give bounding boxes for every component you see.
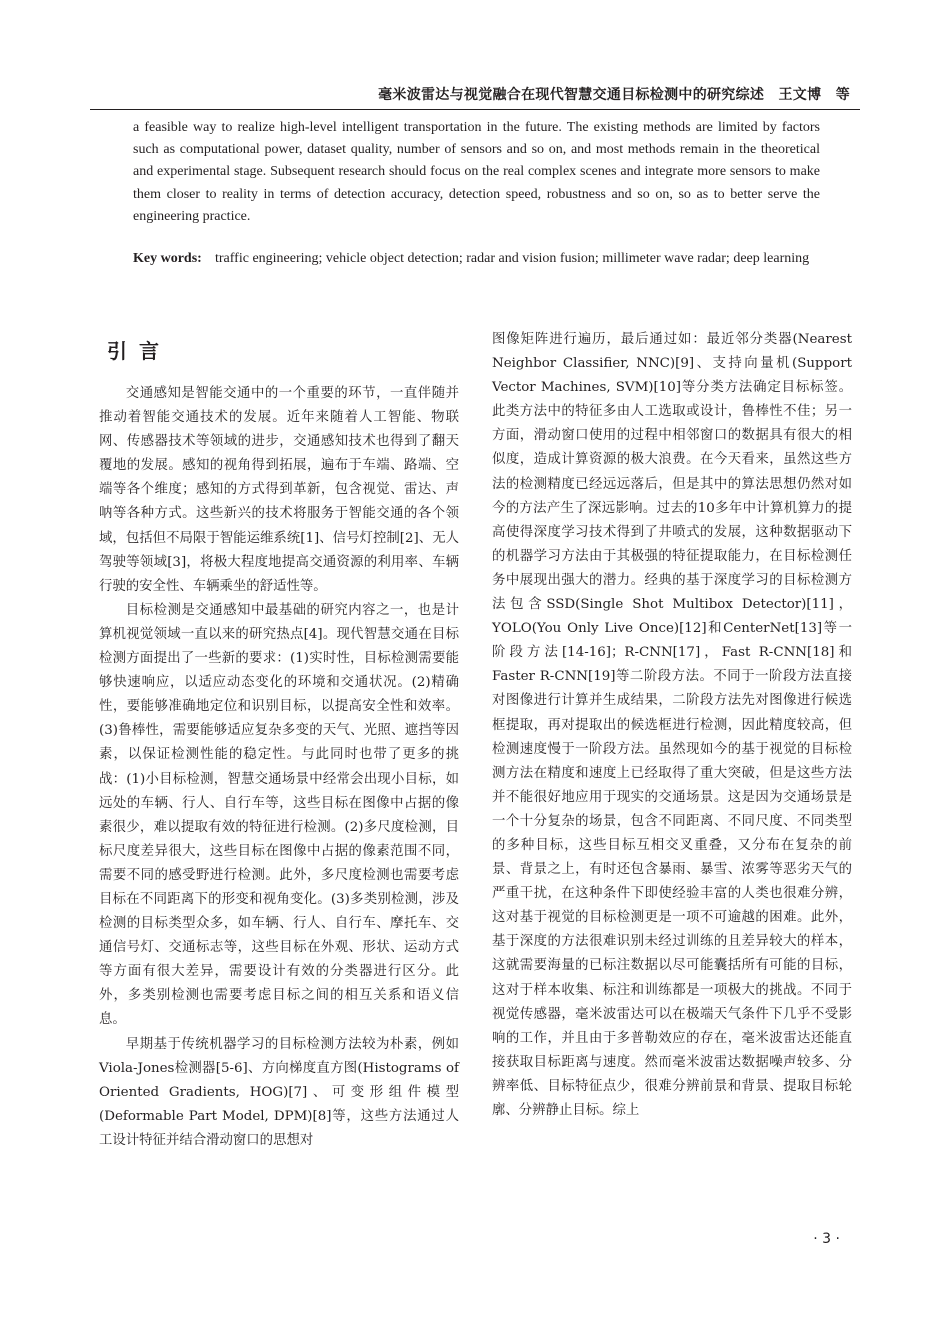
abstract xyxy=(133,117,820,228)
header-rule xyxy=(90,109,860,110)
keywords-text: traffic engineering; vehicle object detection; radar and vision fusion; millimeter wave radar; deep learning xyxy=(215,251,810,266)
running-head-title: 毫米波雷达与视觉融合在现代智慧交通目标检测中的研究综述 王文博 等 xyxy=(378,87,850,103)
section-title: 引言 xyxy=(107,339,171,363)
paragraph-2: 目标检测是交通感知中最基础的研究内容之一，也是计算机视觉领域一直以来的研究热点[4]。现代智慧交通在目标检测方面提出了一些新的要求：(1)实时性，目标检测需要能够快速响应，以适应动态变化的环境和交通状况。(2)精确性，要能够准确地定位和识别目标，以提高安全性和效率。(3)鲁棒性，需要能够适应复杂多变的天气、光照、遮挡等因素，以保证检测性能的稳定性。与此同时也带了更多的挑战：(1)小目标检测，智慧交通场景中经常会出现小目标，如远处的车辆、行人、自行车等，这些目标在图像中占据的像素很少，难以提取有效的特征进行检测。(2)多尺度检测，目标尺度差异很大，这些目标在图像中占据的像素范围不同，需要不同的感受野进行检测。此外，多尺度检测也需要考虑目标在不同距离下的形变和视角变化。(3)多类别检测，涉及检测的目标类型众多，如车辆、行人、自行车、摩托车、交通信号灯、交通标志等，这些目标在外观、形状、运动方式等方面有很大差异，需要设计有效的分类器进行区分。此外，多类别检测也需要考虑目标之间的相互关系和语义信息。 xyxy=(99,602,459,1028)
paragraph-1: 交通感知是智能交通中的一个重要的环节，一直伴随并推动着智能交通技术的发展。近年来随着人工智能、物联网、传感器技术等领域的进步，交通感知技术也得到了翻天覆地的发展。感知的视角得到拓展，遍布于车端、路端、空端等各个维度；感知的方式得到革新，包含视觉、雷达、声呐等各种方式。这些新兴的技术将服务于智能交通的各个领域，包括但不局限于智能运维系统[1]、信号灯控制[2]、无人驾驶等领域[3]，将极大程度地提高交通资源的利用率、车辆行驶的安全性、车辆乘坐的舒适性等。 xyxy=(99,386,459,594)
paragraph-3: 早期基于传统机器学习的目标检测方法较为朴素，例如Viola-Jones检测器[5-6]、方向梯度直方图(Histograms of Oriented Gradients, HOG)[7]、可变形组件模型(Deformable Part Model, DPM)[8]等，这些方法通过人工设计特征并结合滑动窗口的思想对 xyxy=(99,1036,459,1148)
keywords xyxy=(133,247,820,271)
right-column xyxy=(492,328,852,1123)
paragraph-3-continued: 图像矩阵进行遍历，最后通过如：最近邻分类器(Nearest Neighbor Classifier, NNC)[9]、支持向量机(Support Vector Machines, SVM)[10]等分类方法确定目标标签。此类方法中的特征多由人工选取或设计，鲁棒性不佳；另一方面，滑动窗口使用的过程中相邻窗口的数据具有很大的相似度，造成计算资源的极大浪费。在今天看来，虽然这些方法的检测精度已经远远落后，但是其中的算法思想仍然对如今的方法产生了深远影响。过去的10多年中计算机算力的提高使得深度学习技术得到了井喷式的发展，这种数据驱动下的机器学习方法由于其极强的特征提取能力，在目标检测任务中展现出强大的潜力。经典的基于深度学习的目标检测方法包含SSD(Single Shot Multibox Detector)[11]，YOLO(You Only Live Once)[12]和CenterNet[13]等一阶段方法[14-16]；R-CNN[17]，Fast R-CNN[18]和Faster R-CNN[19]等二阶段方法。不同于一阶段方法直接对图像进行计算并生成结果，二阶段方法先对图像进行候选框提取，再对提取出的候选框进行检测，因此精度较高，但检测速度慢于一阶段方法。虽然现如今的基于视觉的目标检测方法在精度和速度上已经取得了重大突破，但是这些方法并不能很好地应用于现实的交通场景。这是因为交通场景是一个十分复杂的场景，包含不同距离、不同尺度、不同类型的多种目标，这些目标互相交叉重叠，又分布在复杂的前景、背景之上，有时还包含暴雨、暴雪、浓雾等恶劣天气的严重干扰，在这种条件下即使经验丰富的人类也很难分辨，这对基于视觉的目标检测更是一项不可逾越的困难。此外，基于深度的方法很难识别未经过训练的且差异较大的样本，这就需要海量的已标注数据以尽可能囊括所有可能的目标，这对于样本收集、标注和训练都是一项极大的挑战。不同于视觉传感器，毫米波雷达可以在极端天气条件下几乎不受影响的工作，并且由于多普勒效应的存在，毫米波雷达还能直接获取目标距离与速度。然而毫米波雷达数据噪声较多、分辨率低、目标特征点少，很难分辨前景和背景、提取目标轮廓、分辨静止目标。综上 xyxy=(492,332,852,1118)
keywords-label: Key words: xyxy=(133,251,202,266)
abstract-text: a feasible way to realize high-level intelligent transportation in the future. The existing methods are limited by factors such as computational power, dataset quality, number of sensors and so on, and most methods remain in the theoretical and experimental stage. Subsequent research should focus on the real complex scenes and integrate more sensors to make them closer to reality in terms of detection accuracy, detection speed, robustness and so on, so as to better serve the engineering practice. xyxy=(133,120,820,224)
left-column xyxy=(99,328,459,1153)
page-number: · 3 · xyxy=(813,1231,840,1247)
